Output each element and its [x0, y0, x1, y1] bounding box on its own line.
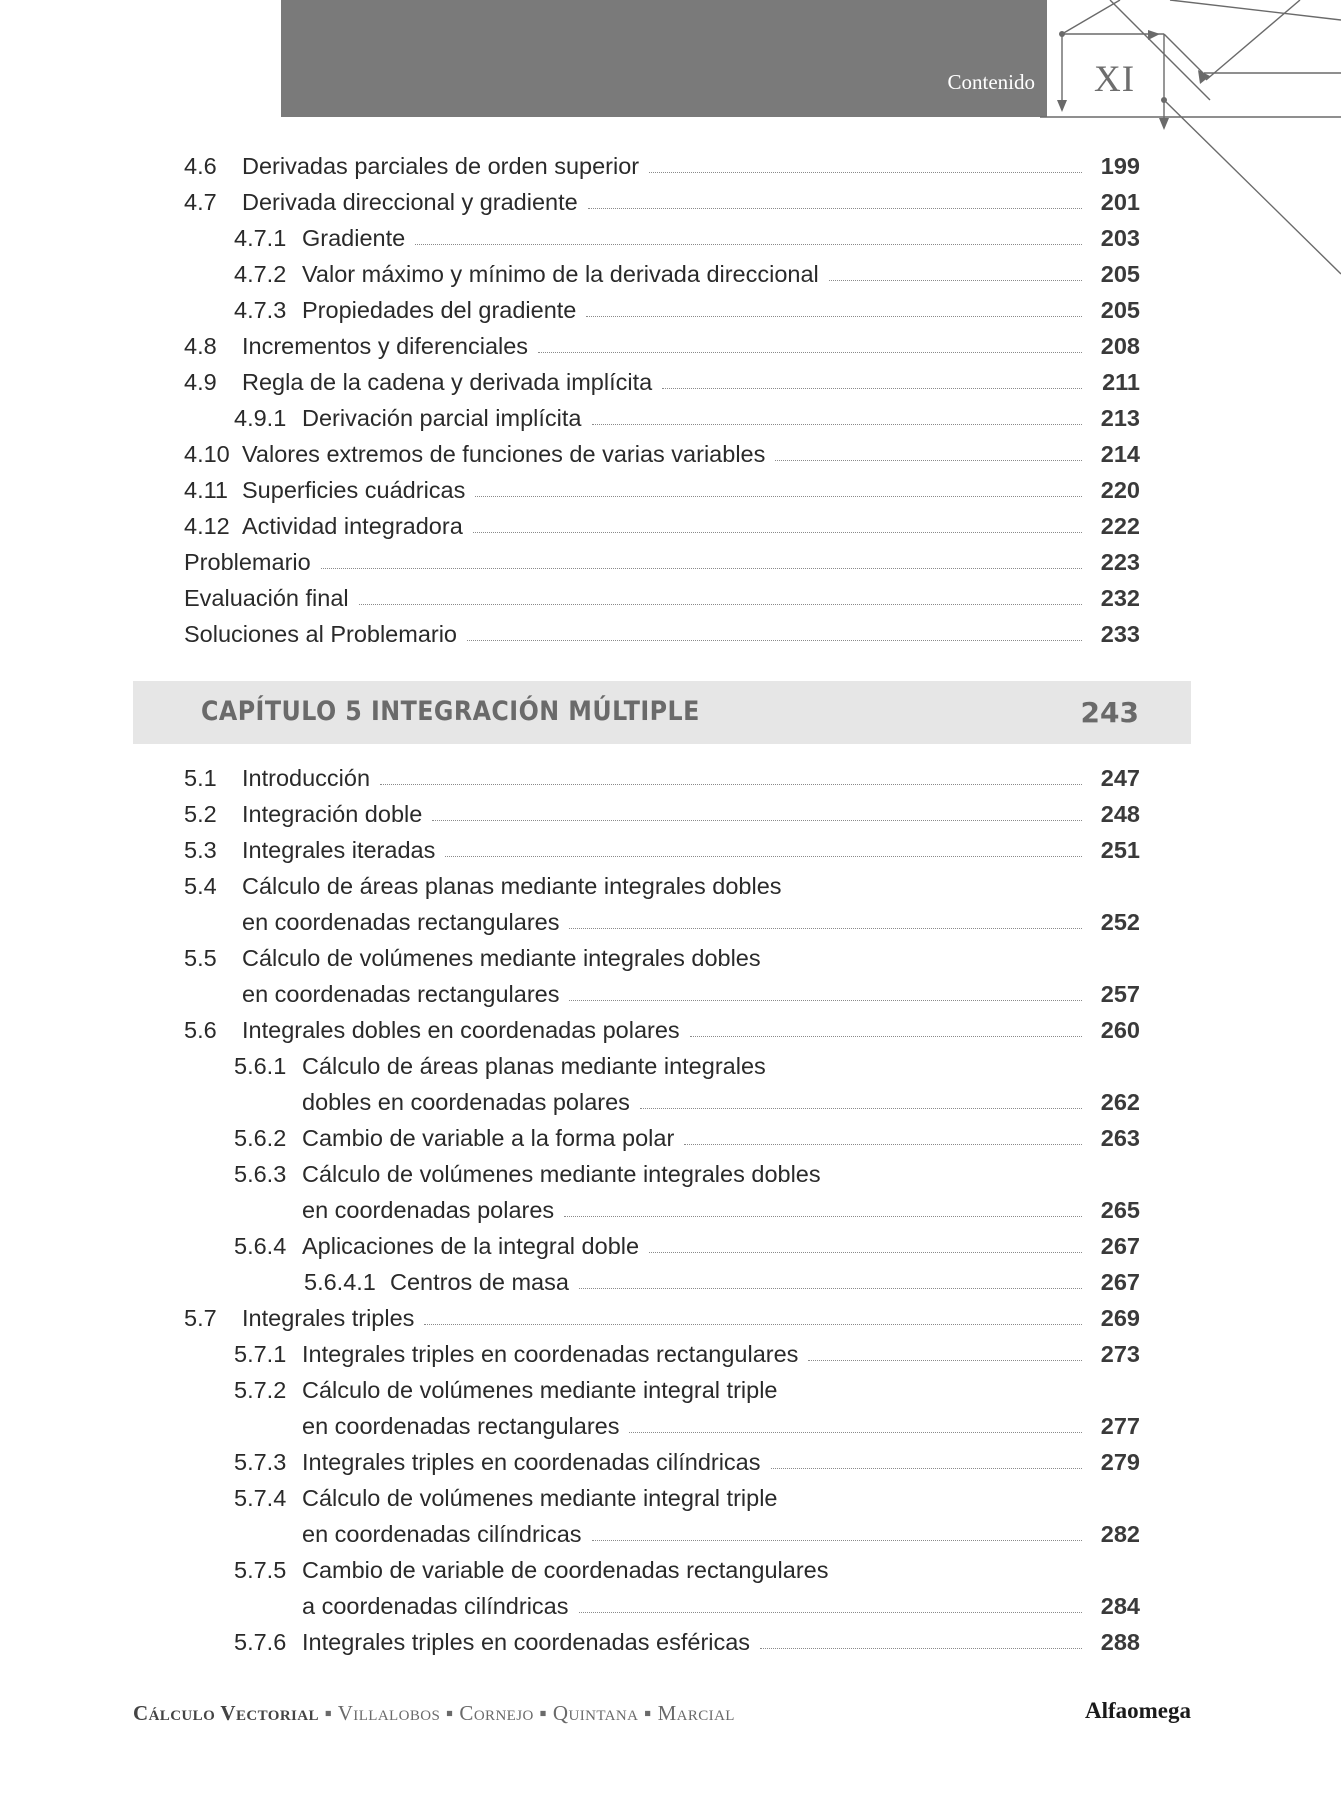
toc-entry-title: en coordenadas cilíndricas [302, 1521, 582, 1547]
toc-entry-number: 5.7.4 [234, 1485, 287, 1511]
dot-leader [569, 928, 1082, 929]
toc-entry [184, 544, 1140, 580]
toc-entry-text [304, 1264, 575, 1300]
toc-entry [184, 1372, 1140, 1408]
toc-entry-text [234, 1552, 834, 1588]
toc-entry-number: 5.6.3 [234, 1161, 287, 1187]
toc-entry-text [234, 1120, 680, 1156]
toc-entry-text [234, 256, 825, 292]
toc-entry [184, 148, 1140, 184]
toc-entry-page: 263 [1100, 1125, 1140, 1151]
dot-leader [321, 568, 1082, 569]
toc-entry-text [234, 1228, 645, 1264]
author-name: Cornejo [459, 1701, 534, 1725]
chapter-title: CAPÍTULO 5 INTEGRACIÓN MÚLTIPLE [201, 696, 700, 727]
header-bar [281, 0, 1047, 117]
toc-entry [184, 1156, 1140, 1192]
dot-leader [445, 856, 1082, 857]
toc-entry-title: Introducción [242, 765, 371, 791]
dot-leader [564, 1216, 1082, 1217]
toc-entry [184, 1336, 1140, 1372]
dot-leader [588, 208, 1082, 209]
toc-entry-title: Cálculo de volúmenes mediante integral triple [302, 1485, 778, 1511]
toc-entry-page: 201 [1100, 189, 1140, 215]
toc-entry [184, 1048, 1140, 1084]
toc-entry-text [234, 1192, 560, 1228]
toc-entry-title: Centros de masa [390, 1269, 569, 1295]
toc-entry [184, 760, 1140, 796]
toc-entry-text [234, 1624, 756, 1660]
toc-entry-title: en coordenadas rectangulares [302, 1413, 620, 1439]
toc-entry-number: 5.7.3 [234, 1449, 287, 1475]
toc-entry-text [234, 1444, 767, 1480]
toc-entry [184, 1408, 1140, 1444]
toc-entry [184, 436, 1140, 472]
toc-entry-page: 205 [1100, 297, 1140, 323]
toc-entry [184, 616, 1140, 652]
toc-entry-page: 223 [1100, 549, 1140, 575]
toc-entry-text [234, 1336, 804, 1372]
dot-leader [760, 1648, 1082, 1649]
toc-entry-title: Cálculo de volúmenes mediante integrales dobles [302, 1161, 821, 1187]
toc-entry [184, 1444, 1140, 1480]
toc-entry-page: 267 [1100, 1269, 1140, 1295]
toc-entry-title: Integrales iteradas [242, 837, 436, 863]
toc-entry-text [184, 472, 471, 508]
footer-separator: ▪ [445, 1701, 454, 1725]
dot-leader [432, 820, 1082, 821]
chapter-page-number: 243 [1080, 696, 1139, 729]
toc-entry-title: Integración doble [242, 801, 423, 827]
toc-entry-title: en coordenadas polares [302, 1197, 555, 1223]
toc-entry-page: 233 [1100, 621, 1140, 647]
toc-entry-title: en coordenadas rectangulares [242, 981, 560, 1007]
toc-entry-text [184, 1012, 686, 1048]
toc-entry-number: 4.9 [184, 369, 217, 395]
footer-separator: ▪ [539, 1701, 548, 1725]
toc-entry-number: 5.4 [184, 873, 217, 899]
toc-entry [184, 472, 1140, 508]
toc-entry-title: Integrales dobles en coordenadas polares [242, 1017, 680, 1043]
toc-entry-number: 5.7.5 [234, 1557, 287, 1583]
toc-entry-title: Regla de la cadena y derivada implícita [242, 369, 653, 395]
toc-entry-text [184, 940, 767, 976]
toc-entry-number: 5.1 [184, 765, 217, 791]
toc-entry-text [234, 1048, 772, 1084]
toc-entry [184, 868, 1140, 904]
toc-entry-text [184, 976, 565, 1012]
toc-entry-title: Cambio de variable de coordenadas rectangulares [302, 1557, 829, 1583]
toc-entry-title: Derivación parcial implícita [302, 405, 582, 431]
author-name: Marcial [657, 1701, 735, 1725]
dot-leader [592, 1540, 1082, 1541]
toc-entry-number: 5.6.4.1 [304, 1269, 376, 1295]
toc-entry [184, 1552, 1140, 1588]
toc-entry-title: Valores extremos de funciones de varias variables [242, 441, 766, 467]
toc-entry-title: Integrales triples en coordenadas cilíndricas [302, 1449, 761, 1475]
toc-entry-title: Propiedades del gradiente [302, 297, 577, 323]
toc-entry-title: Aplicaciones de la integral doble [302, 1233, 640, 1259]
toc-entry [184, 1588, 1140, 1624]
toc-entry-page: 248 [1100, 801, 1140, 827]
dot-leader [684, 1144, 1082, 1145]
toc-entry [184, 796, 1140, 832]
toc-entry [184, 1480, 1140, 1516]
chapter-heading [133, 681, 1191, 744]
toc-entry-page: 213 [1100, 405, 1140, 431]
toc-entry-number: 4.10 [184, 441, 230, 467]
toc-entry-number: 4.12 [184, 513, 230, 539]
dot-leader [771, 1468, 1082, 1469]
dot-leader [424, 1324, 1082, 1325]
dot-leader [690, 1036, 1082, 1037]
toc-entry-title: Valor máximo y mínimo de la derivada direccional [302, 261, 819, 287]
toc-entry-text [184, 148, 645, 184]
toc-entry [184, 220, 1140, 256]
toc-entry-text [184, 868, 788, 904]
toc-entry [184, 1264, 1140, 1300]
toc-entry-number: 5.7 [184, 1305, 217, 1331]
dot-leader [467, 640, 1082, 641]
author-name: Quintana [552, 1701, 639, 1725]
dot-leader [808, 1360, 1082, 1361]
dot-leader [586, 316, 1082, 317]
toc-entry-number: 5.5 [184, 945, 217, 971]
toc-entry-page: 269 [1100, 1305, 1140, 1331]
toc-entry-page: 252 [1100, 909, 1140, 935]
toc-entry-text [184, 616, 463, 652]
toc-entry-number: 5.7.2 [234, 1377, 287, 1403]
toc-entry [184, 508, 1140, 544]
dot-leader [538, 352, 1082, 353]
toc-entry [184, 904, 1140, 940]
dot-leader [475, 496, 1082, 497]
toc-entry [184, 1624, 1140, 1660]
toc-entry-number: 4.9.1 [234, 405, 287, 431]
toc-entry-title: Incrementos y diferenciales [242, 333, 529, 359]
toc-entry-page: 232 [1100, 585, 1140, 611]
toc-entry-page: 247 [1100, 765, 1140, 791]
toc-entry-page: 260 [1100, 1017, 1140, 1043]
toc-entry-title: Problemario [184, 549, 311, 575]
toc-entry-number: 5.7.1 [234, 1341, 287, 1367]
toc-entry [184, 1084, 1140, 1120]
toc-entry-title: Cálculo de áreas planas mediante integrales dobles [242, 873, 782, 899]
toc-entry-text [184, 832, 441, 868]
toc-entry-text [234, 1084, 636, 1120]
toc-entry-title: Integrales triples en coordenadas rectangulares [302, 1341, 799, 1367]
toc-entry-title: Superficies cuádricas [242, 477, 466, 503]
toc-entry-title: Soluciones al Problemario [184, 621, 458, 647]
toc-entry-title: Cálculo de volúmenes mediante integrales dobles [242, 945, 761, 971]
toc-entry [184, 364, 1140, 400]
toc-entry-page: 265 [1100, 1197, 1140, 1223]
toc-entry-page: 203 [1100, 225, 1140, 251]
toc-entry-text [184, 904, 565, 940]
toc-entry-text [184, 328, 534, 364]
toc-entry-page: 251 [1100, 837, 1140, 863]
toc-entry-title: Derivada direccional y gradiente [242, 189, 578, 215]
toc-entry-text [184, 1300, 420, 1336]
toc-entry-number: 5.6.4 [234, 1233, 287, 1259]
toc-entry-page: 257 [1100, 981, 1140, 1007]
toc-entry-text [234, 220, 411, 256]
toc-entry-page: 214 [1100, 441, 1140, 467]
toc-entry [184, 328, 1140, 364]
toc-entry-text [234, 1588, 575, 1624]
toc-entry-title: dobles en coordenadas polares [302, 1089, 630, 1115]
toc-entry-title: Cálculo de áreas planas mediante integrales [302, 1053, 766, 1079]
toc-entry-number: 4.11 [184, 477, 228, 503]
toc-entry-page: 211 [1102, 369, 1140, 395]
dot-leader [380, 784, 1082, 785]
toc-entry-text [234, 1516, 588, 1552]
toc-entry-page: 288 [1100, 1629, 1140, 1655]
toc-entry-page: 273 [1100, 1341, 1140, 1367]
footer-separator: ▪ [324, 1701, 333, 1725]
toc-entry-page: 262 [1100, 1089, 1140, 1115]
toc-entry-title: en coordenadas rectangulares [242, 909, 560, 935]
toc-entry-number: 4.7 [184, 189, 217, 215]
toc-entry-title: Integrales triples [242, 1305, 415, 1331]
dot-leader [662, 388, 1082, 389]
toc-entry [184, 976, 1140, 1012]
dot-leader [829, 280, 1082, 281]
dot-leader [569, 1000, 1082, 1001]
dot-leader [579, 1612, 1082, 1613]
toc-entry [184, 580, 1140, 616]
dot-leader [359, 604, 1082, 605]
toc-entry-number: 5.2 [184, 801, 217, 827]
toc-entry [184, 1192, 1140, 1228]
toc-entry-text [234, 1372, 784, 1408]
page-number: XI [1094, 59, 1136, 100]
toc-entry-text [234, 1480, 784, 1516]
toc-entry-title: Integrales triples en coordenadas esféricas [302, 1629, 751, 1655]
toc-entry-text [184, 544, 317, 580]
dot-leader [415, 244, 1082, 245]
toc-entry-text [234, 1408, 625, 1444]
toc-entry-page: 267 [1100, 1233, 1140, 1259]
toc-entry-page: 284 [1100, 1593, 1140, 1619]
toc-entry-text [234, 292, 582, 328]
toc-entry-page: 282 [1100, 1521, 1140, 1547]
dot-leader [629, 1432, 1082, 1433]
toc-entry-text [184, 364, 658, 400]
toc-entry-title: Gradiente [302, 225, 406, 251]
toc-entry-number: 4.7.1 [234, 225, 287, 251]
toc-entry [184, 1120, 1140, 1156]
toc-entry-page: 222 [1100, 513, 1140, 539]
footer-separator: ▪ [644, 1701, 652, 1725]
toc-entry [184, 1516, 1140, 1552]
toc-entry [184, 256, 1140, 292]
toc-entry-number: 5.6.2 [234, 1125, 287, 1151]
toc-entry-text [184, 580, 355, 616]
dot-leader [640, 1108, 1082, 1109]
toc-entry-text [234, 400, 588, 436]
book-title: Cálculo Vectorial [133, 1701, 319, 1725]
toc-entry-title: Evaluación final [184, 585, 349, 611]
dot-leader [473, 532, 1082, 533]
toc-entry-text [234, 1156, 827, 1192]
toc-entry [184, 1228, 1140, 1264]
dot-leader [649, 1252, 1082, 1253]
toc-entry-text [184, 184, 584, 220]
toc-entry-page: 279 [1100, 1449, 1140, 1475]
toc-entry-number: 4.6 [184, 153, 217, 179]
toc-entry-text [184, 436, 771, 472]
toc-entry-text [184, 760, 376, 796]
toc-entry-page: 208 [1100, 333, 1140, 359]
toc-entry-title: Derivadas parciales de orden superior [242, 153, 640, 179]
toc-entry-number: 4.7.3 [234, 297, 287, 323]
toc-entry-title: a coordenadas cilíndricas [302, 1593, 569, 1619]
toc-entry-title: Cálculo de volúmenes mediante integral triple [302, 1377, 778, 1403]
toc-entry-number: 5.6.1 [234, 1053, 287, 1079]
toc-entry-text [184, 796, 428, 832]
toc-entry-number: 5.3 [184, 837, 217, 863]
toc-entry-page: 199 [1100, 153, 1140, 179]
toc-entry-title: Actividad integradora [242, 513, 463, 539]
toc-entry-number: 4.8 [184, 333, 217, 359]
toc-entry-text [184, 508, 469, 544]
toc-entry [184, 184, 1140, 220]
toc-entry [184, 400, 1140, 436]
toc-entry [184, 832, 1140, 868]
toc-entry-page: 205 [1100, 261, 1140, 287]
toc-entry-title: Cambio de variable a la forma polar [302, 1125, 675, 1151]
dot-leader [649, 172, 1082, 173]
toc-entry [184, 1300, 1140, 1336]
toc-entry [184, 1012, 1140, 1048]
dot-leader [775, 460, 1082, 461]
section-label: Contenido [947, 70, 1035, 94]
footer-book-credits [133, 1701, 735, 1726]
toc-entry-page: 220 [1100, 477, 1140, 503]
toc-entry [184, 292, 1140, 328]
author-name: Villalobos [337, 1701, 441, 1725]
toc-entry-page: 277 [1100, 1413, 1140, 1439]
toc-entry-number: 5.7.6 [234, 1629, 287, 1655]
dot-leader [592, 424, 1082, 425]
toc-entry-number: 5.6 [184, 1017, 217, 1043]
dot-leader [579, 1288, 1082, 1289]
toc-entry-number: 4.7.2 [234, 261, 287, 287]
publisher-name: Alfaomega [1084, 1698, 1191, 1723]
toc-entry [184, 940, 1140, 976]
